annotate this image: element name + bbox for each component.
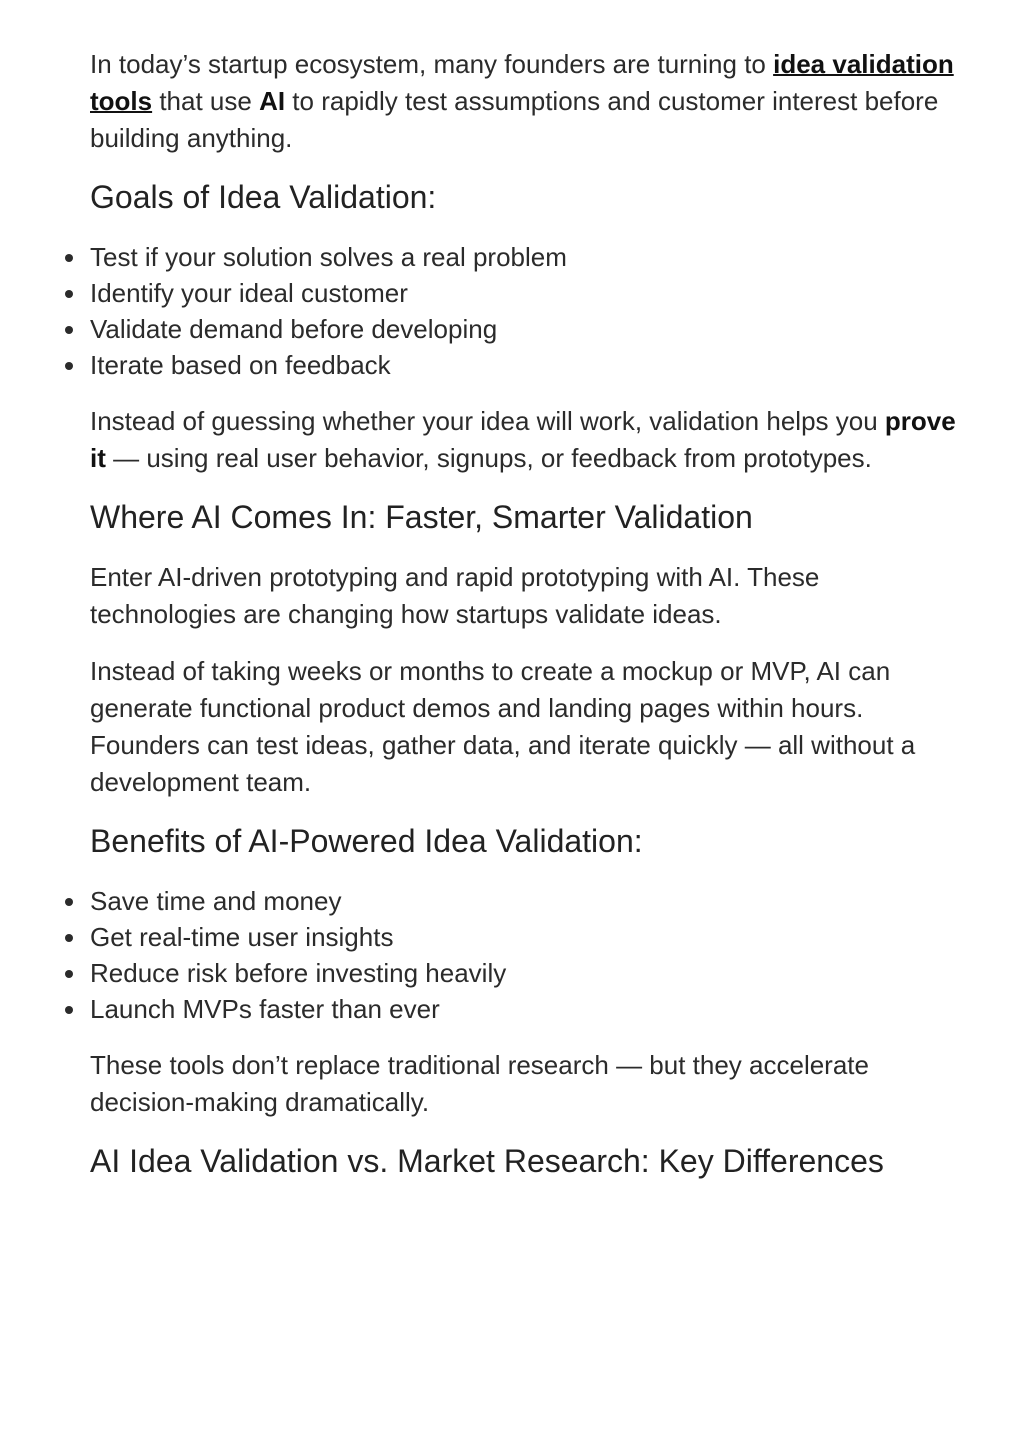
prove-bold: prove it — [90, 406, 956, 473]
list-item-text: Iterate based on feedback — [90, 350, 391, 380]
idea-validation-tools-link[interactable]: idea validation tools — [90, 49, 954, 116]
intro-text-before-link: In today’s startup ecosystem, many founders are turning to — [90, 49, 774, 79]
article-content — [90, 46, 970, 1203]
list-item — [90, 955, 970, 991]
intro-paragraph — [90, 46, 970, 157]
list-item — [90, 883, 970, 919]
list-item-text: Identify your ideal customer — [90, 278, 408, 308]
benefits-list — [90, 883, 970, 1027]
list-item-text: Reduce risk before investing heavily — [90, 958, 507, 988]
list-item-text: Test if your solution solves a real problem — [90, 242, 567, 272]
prove-text-before: Instead of guessing whether your idea will work, validation helps you — [90, 406, 885, 436]
prove-paragraph — [90, 403, 970, 477]
list-item — [90, 347, 970, 383]
prove-text-after: — using real user behavior, signups, or feedback from prototypes. — [105, 443, 872, 473]
ai-paragraph-1: Enter AI-driven prototyping and rapid prototyping with AI. These technologies are changing how startups validate ideas. — [90, 562, 820, 629]
list-item-text: Save time and money — [90, 886, 342, 916]
list-item — [90, 991, 970, 1027]
bullet-icon — [65, 934, 73, 942]
list-item — [90, 311, 970, 347]
ai-paragraph-2: Instead of taking weeks or months to create a mockup or MVP, AI can generate functional product demos and landing pages within hours. Founders can test ideas, gather data, and iterate quickly — all without a development team. — [90, 656, 916, 797]
bullet-icon — [65, 970, 73, 978]
benefits-heading: Benefits of AI-Powered Idea Validation: — [90, 823, 643, 859]
intro-bold-ai: AI — [259, 86, 286, 116]
bullet-icon — [65, 362, 73, 370]
list-item-text: Launch MVPs faster than ever — [90, 994, 440, 1024]
bullet-icon — [65, 290, 73, 298]
list-item — [90, 275, 970, 311]
list-item-text: Validate demand before developing — [90, 314, 498, 344]
bullet-icon — [65, 254, 73, 262]
ai-section-heading: Where AI Comes In: Faster, Smarter Validation — [90, 499, 753, 535]
bullet-icon — [65, 898, 73, 906]
list-item-text: Get real-time user insights — [90, 922, 394, 952]
intro-text-between: that use — [152, 86, 260, 116]
list-item — [90, 919, 970, 955]
benefits-closing-paragraph: These tools don’t replace traditional research — but they accelerate decision-making dramatically. — [90, 1050, 869, 1117]
comparison-heading: AI Idea Validation vs. Market Research: Key Differences — [90, 1143, 884, 1179]
intro-text-after: to rapidly test assumptions and customer interest before building anything. — [90, 86, 939, 153]
goals-list — [90, 239, 970, 383]
bullet-icon — [65, 326, 73, 334]
goals-heading: Goals of Idea Validation: — [90, 179, 437, 215]
bullet-icon — [65, 1006, 73, 1014]
list-item — [90, 239, 970, 275]
